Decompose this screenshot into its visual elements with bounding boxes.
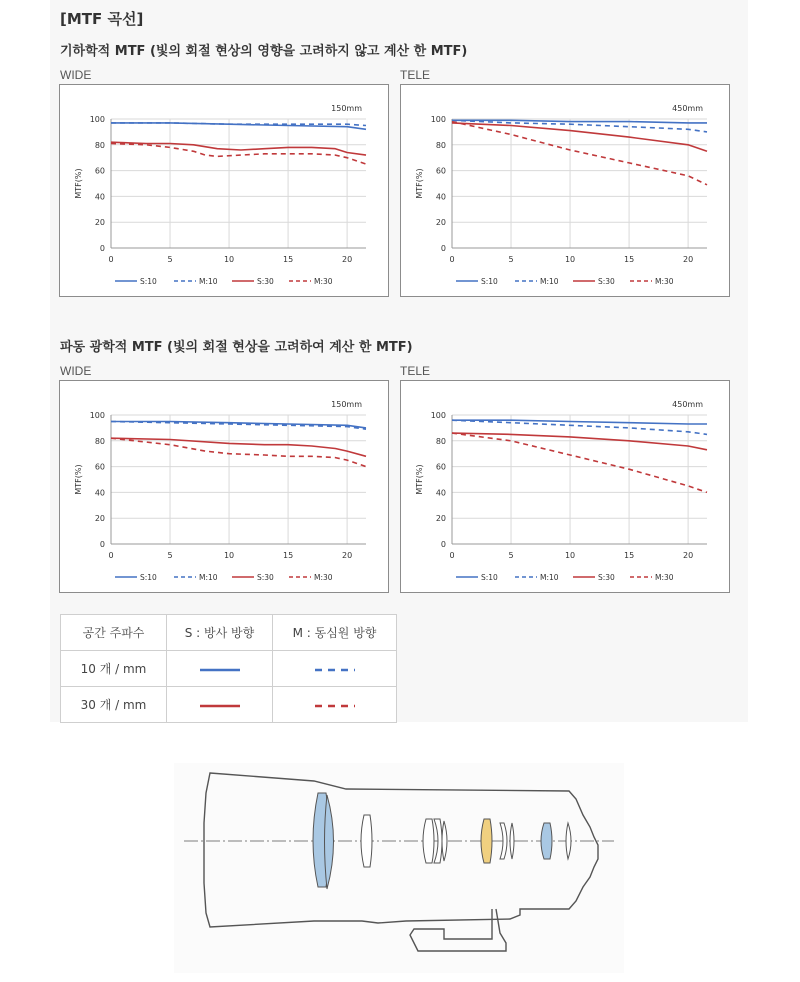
y-axis-label: MTF(%) [74,464,83,495]
y-tick-label: 60 [435,166,446,176]
legend-entry: M:30 [314,573,333,582]
legend-entry: M:10 [540,573,559,582]
legend-entry: M:10 [540,277,559,286]
mtf-chart-svg [60,381,388,592]
s30-line-swatch [167,687,273,723]
y-tick-label: 100 [430,411,446,420]
x-tick-label: 20 [342,255,353,264]
y-tick-label: 20 [94,218,105,228]
freq-10-label: 10 개 / mm [61,651,167,687]
freq-30-label: 30 개 / mm [61,687,167,723]
series-line-m30 [111,144,366,165]
x-tick-label: 0 [449,551,455,560]
s10-line-swatch [167,651,273,687]
series-line-s30 [111,142,366,155]
x-tick-label: 0 [449,255,455,264]
label-wide: WIDE [60,364,92,378]
y-tick-label: 40 [435,488,446,498]
legend-entry: S:10 [140,573,157,582]
focal-length-label: 450mm [672,400,703,409]
section-title-geometric: 기하학적 MTF (빛의 회절 현상의 영향을 고려하지 않고 계산 한 MTF) [60,44,468,59]
y-tick-label: 100 [430,115,446,124]
focal-length-label: 450mm [672,104,703,113]
y-tick-label: 0 [99,540,105,549]
y-tick-label: 0 [440,540,446,549]
mtf-chart-geometric-tele [400,84,730,297]
m30-dash-swatch [273,687,397,723]
ed-lens-element [481,819,492,863]
y-tick-label: 20 [435,514,446,524]
focal-length-label: 150mm [331,104,362,113]
y-tick-label: 20 [94,514,105,524]
mtf-chart-wave-wide [59,380,389,593]
legend-entry: M:10 [199,277,218,286]
x-tick-label: 20 [683,551,694,560]
y-tick-label: 40 [94,488,105,498]
legend-entry: M:10 [199,573,218,582]
label-tele: TELE [400,68,431,82]
x-tick-label: 15 [282,551,294,560]
legend-entry: S:10 [481,573,498,582]
focal-length-label: 150mm [331,400,362,409]
lens-construction-diagram [174,763,624,973]
legend-entry: S:30 [257,573,274,582]
legend-entry: S:10 [481,277,498,286]
x-tick-label: 15 [623,255,635,264]
mtf-chart-svg [60,85,388,296]
y-tick-label: 0 [440,244,446,253]
legend-header-row [61,615,397,651]
x-tick-label: 10 [223,255,235,264]
x-tick-label: 20 [342,551,353,560]
lens-element [510,823,514,859]
mtf-chart-wave-tele [400,380,730,593]
label-tele: TELE [400,364,431,378]
spatial-frequency-legend-table [60,614,397,723]
lens-element [423,819,434,863]
y-axis-label: MTF(%) [74,168,83,199]
legend-entry: S:10 [140,277,157,286]
series-line-m30 [452,433,707,492]
legend-entry: M:30 [314,277,333,286]
y-tick-label: 80 [435,140,446,150]
y-tick-label: 60 [435,462,446,472]
aspheric-lens-element [541,823,552,859]
y-tick-label: 0 [99,244,105,253]
x-tick-label: 15 [282,255,294,264]
y-tick-label: 100 [89,411,105,420]
lens-element [361,815,372,867]
header-meridional: M : 동심원 방향 [273,615,397,651]
x-tick-label: 5 [167,551,173,560]
mtf-chart-geometric-wide [59,84,389,297]
legend-row-10 [61,651,397,687]
legend-entry: S:30 [257,277,274,286]
y-tick-label: 60 [94,166,105,176]
legend-row-30 [61,687,397,723]
series-line-s30 [452,123,707,151]
y-tick-label: 40 [94,192,105,202]
section-title-wave: 파동 광학적 MTF (빛의 회절 현상을 고려하여 계산 한 MTF) [60,340,413,355]
x-tick-label: 0 [108,255,114,264]
legend-entry: M:30 [655,277,674,286]
page-title: [MTF 곡선] [60,10,144,28]
label-wide: WIDE [60,68,92,82]
x-tick-label: 20 [683,255,694,264]
x-tick-label: 5 [167,255,173,264]
m10-dash-swatch [273,651,397,687]
y-axis-label: MTF(%) [415,464,424,495]
x-tick-label: 15 [623,551,635,560]
x-tick-label: 10 [564,255,576,264]
legend-entry: S:30 [598,573,615,582]
y-tick-label: 80 [94,140,105,150]
y-tick-label: 100 [89,115,105,124]
header-sagittal: S : 방사 방향 [167,615,273,651]
x-tick-label: 5 [508,255,514,264]
header-spatial-frequency: 공간 주파수 [61,615,167,651]
y-axis-label: MTF(%) [415,168,424,199]
mtf-chart-svg [401,381,729,592]
y-tick-label: 80 [94,436,105,446]
x-tick-label: 10 [223,551,235,560]
mtf-chart-svg [401,85,729,296]
x-tick-label: 10 [564,551,576,560]
series-line-s30 [452,433,707,450]
y-tick-label: 40 [435,192,446,202]
legend-entry: M:30 [655,573,674,582]
x-tick-label: 5 [508,551,514,560]
x-tick-label: 0 [108,551,114,560]
series-line-m30 [111,438,366,466]
y-tick-label: 80 [435,436,446,446]
legend-entry: S:30 [598,277,615,286]
y-tick-label: 60 [94,462,105,472]
y-tick-label: 20 [435,218,446,228]
